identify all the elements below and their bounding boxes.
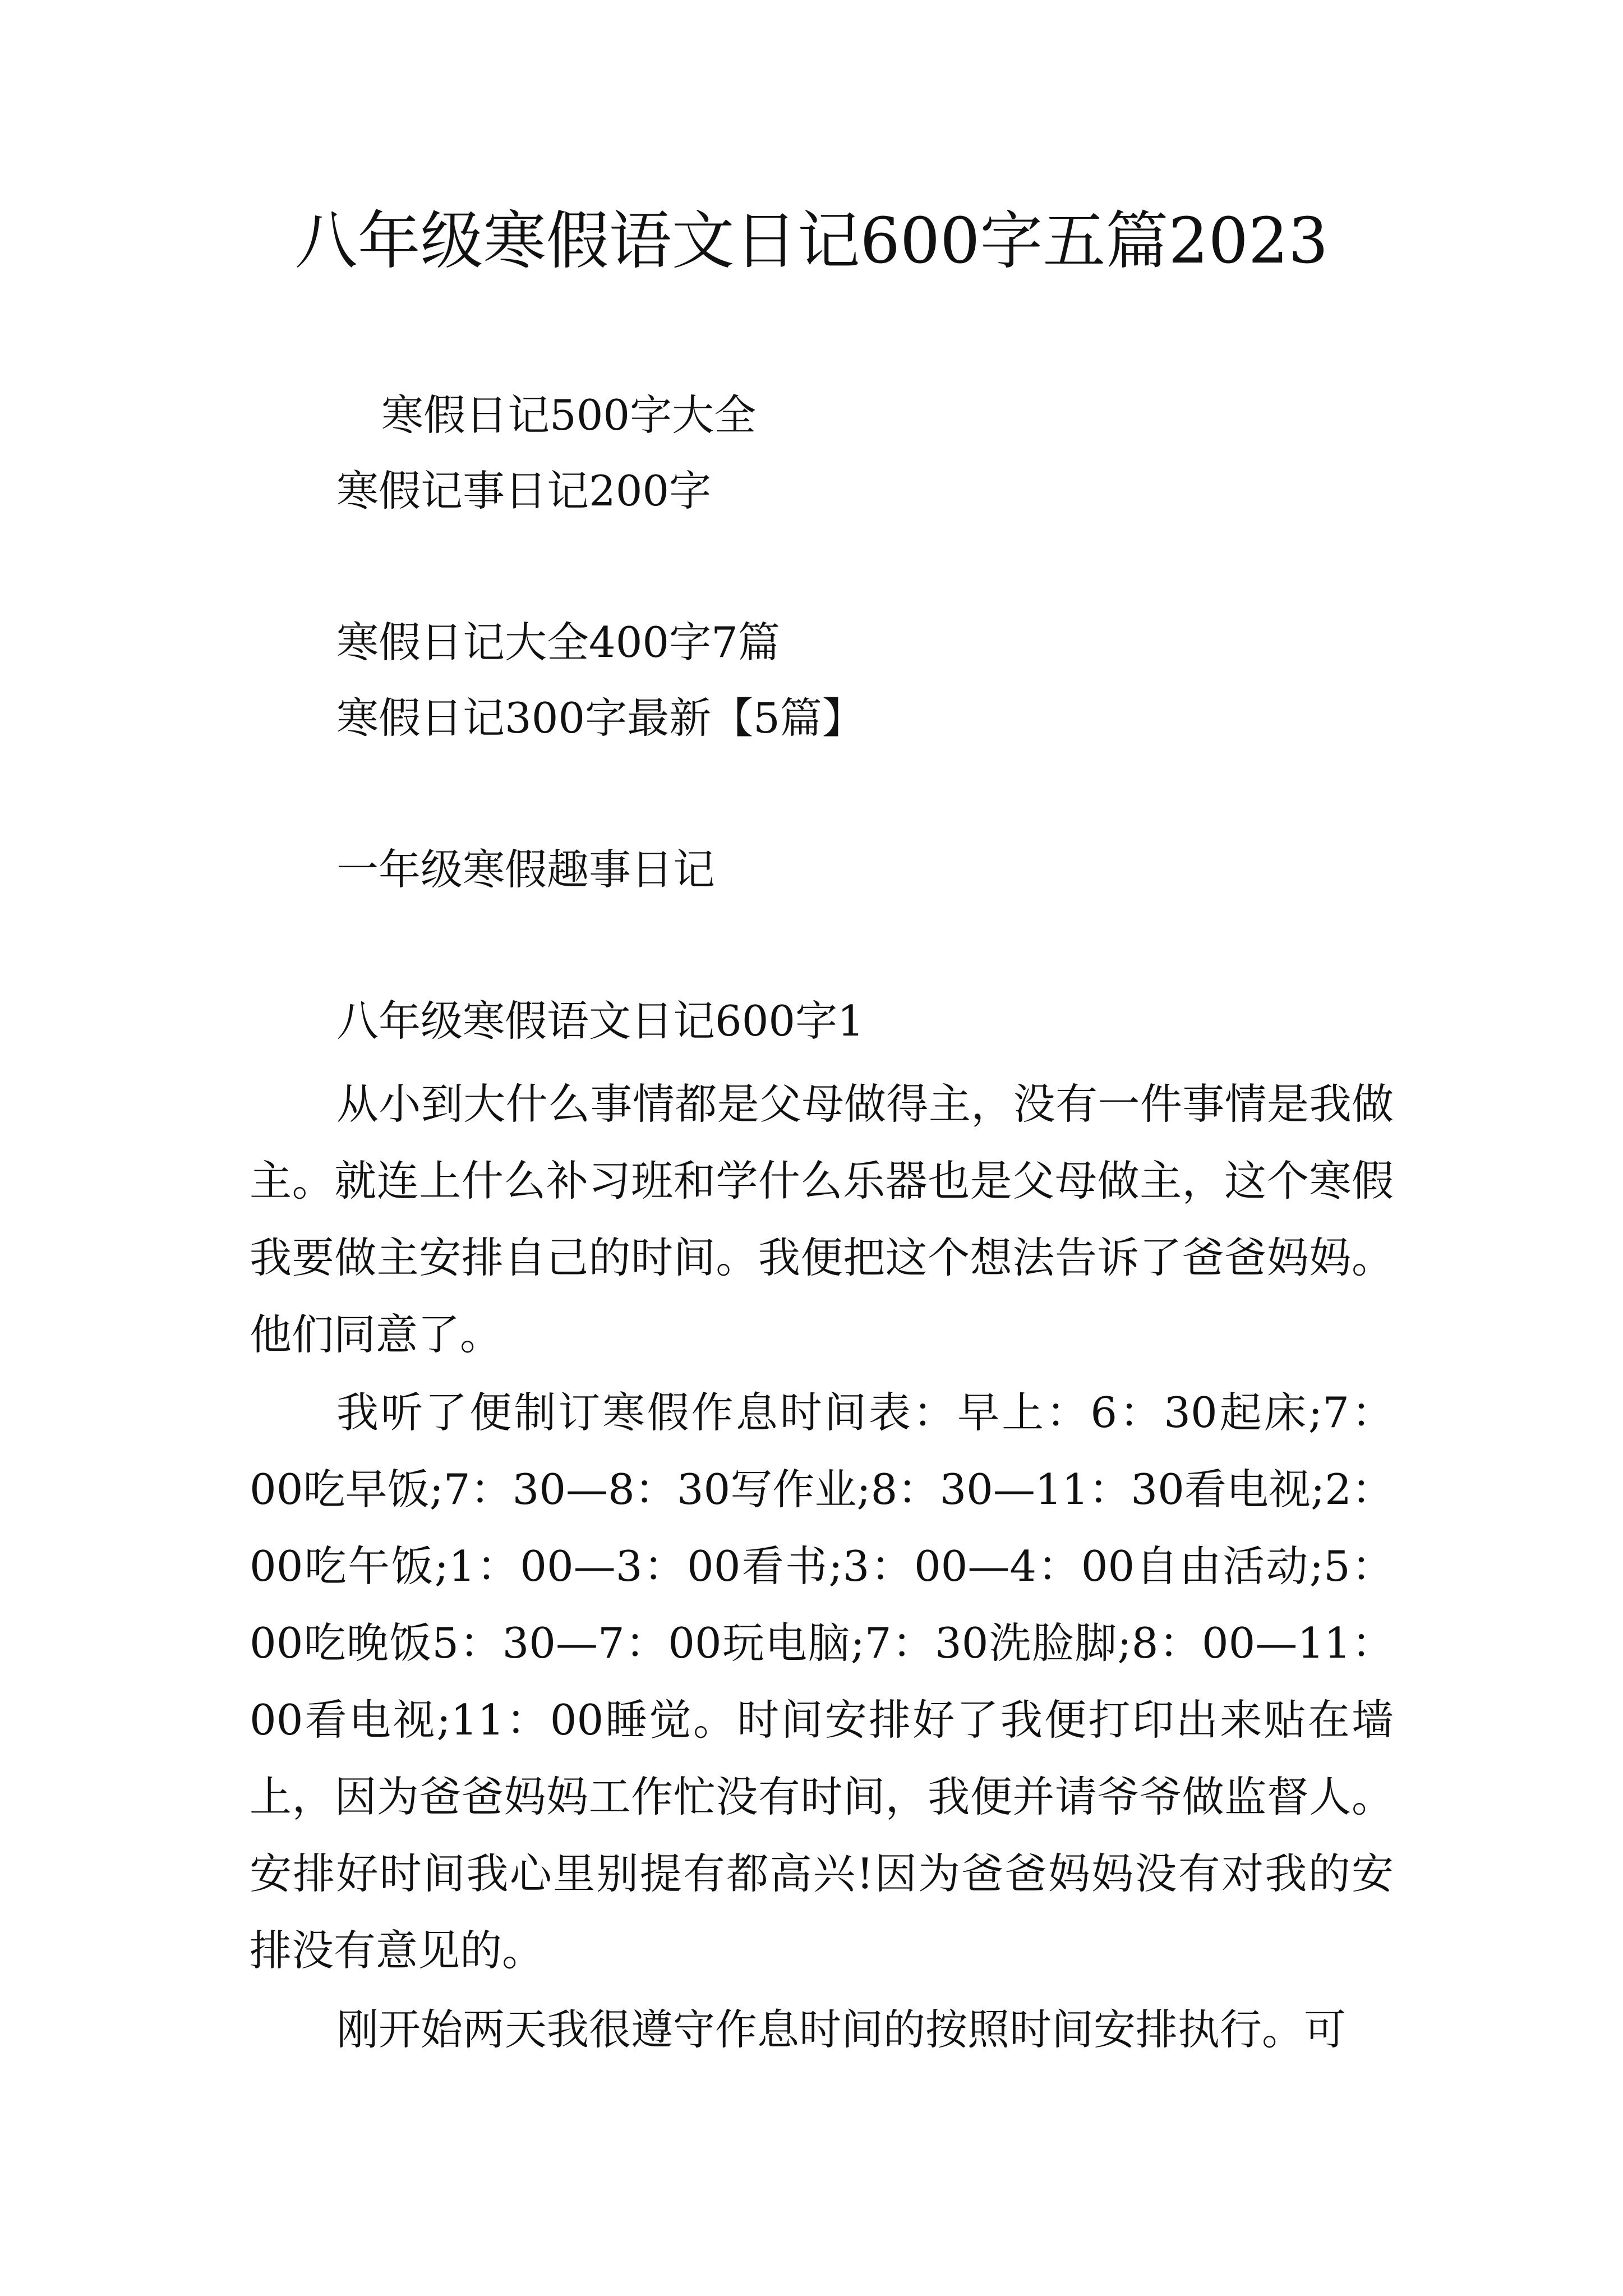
related-link-4[interactable]: 寒假日记300字最新【5篇】 [336,693,864,743]
related-link-3[interactable]: 寒假日记大全400字7篇 [336,618,780,667]
body-paragraph-1: 从小到大什么事情都是父母做得主，没有一件事情是我做主。就连上什么补习班和学什么乐器也是父母做主，这个寒假我要做主安排自己的时间。我便把这个想法告诉了爸爸妈妈。他们同意了。 [250,1079,1394,1359]
body-paragraph-2: 我听了便制订寒假作息时间表：早上：6：30起床;7：00吃早饭;7：30—8：30写作业;8：30—11：30看电视;2：00吃午饭;1：00—3：00看书;3：00—4：00自由活动;5：00吃晚饭5：30—7：00玩电脑;7：30洗脸脚;8：00—11：00看电视;11：00睡觉。时间安排好了我便打印出来贴在墙上，因为爸爸妈妈工作忙没有时间，我便并请爷爷做监督人。安排好时间我心里别提有都高兴!因为爸爸妈妈没有对我的安排没有意见的。 [250,1388,1394,1975]
page-title: 八年级寒假语文日记600字五篇2023 [294,205,1329,278]
related-link-5[interactable]: 一年级寒假趣事日记 [336,845,716,894]
related-link-1[interactable]: 寒假日记500字大全 [381,390,757,440]
section-heading: 八年级寒假语文日记600字1 [336,996,864,1046]
body-paragraph-3: 刚开始两天我很遵守作息时间的按照时间安排执行。可 [336,2005,1347,2054]
related-link-2[interactable]: 寒假记事日记200字 [336,466,712,516]
